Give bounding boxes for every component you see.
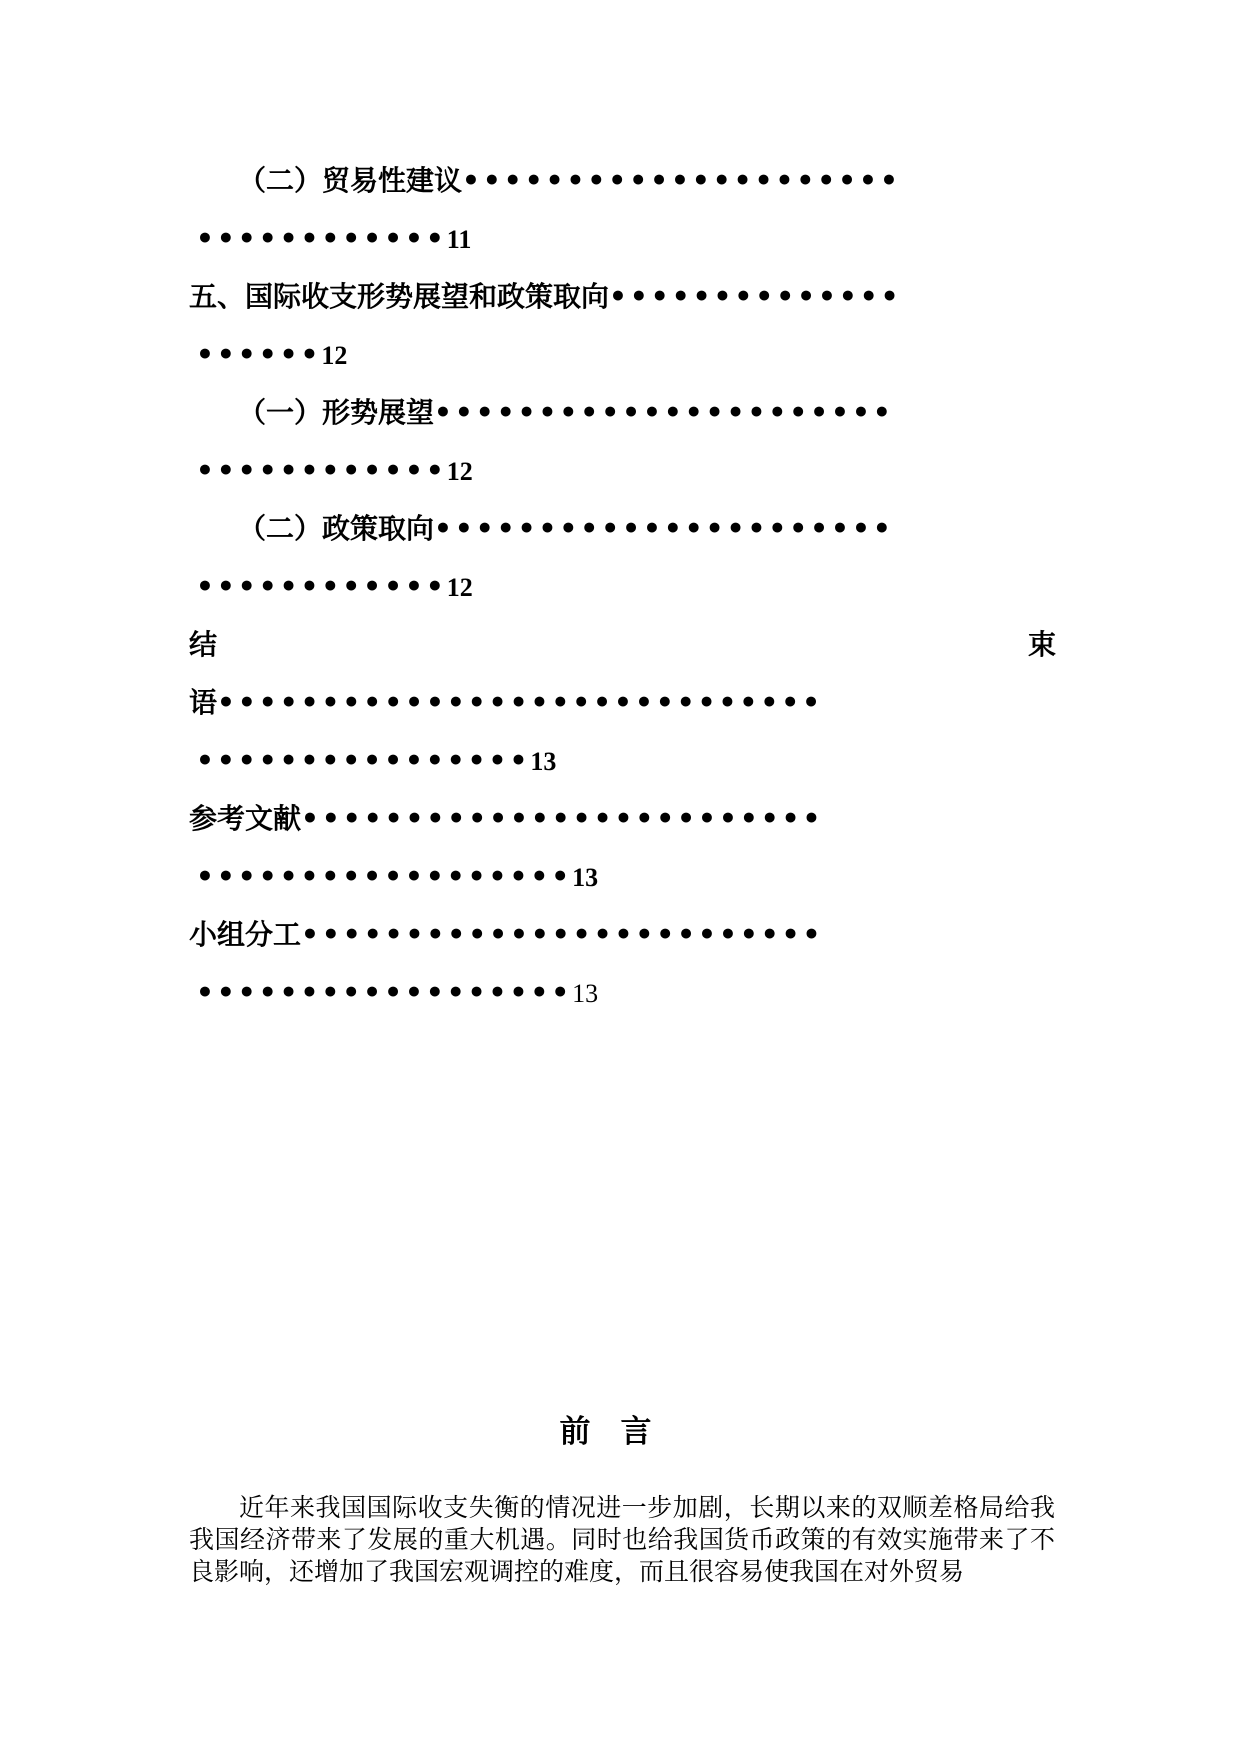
- toc-leader-dots: ••••••••••••: [196, 454, 447, 487]
- toc-entry-conclusion-line2: [189, 686, 823, 720]
- toc-leader-dots: ••••••••••••: [196, 222, 447, 255]
- toc-leader-dots: ••••••••••••••••••••••: [434, 396, 894, 429]
- toc-entry-conclusion[interactable]: [189, 628, 1057, 662]
- preface-paragraph: 近年来我国国际收支失衡的情况进一步加剧，长期以来的双顺差格局给我我国经济带来了发展的重大机遇。同时也给我国货币政策的有效实施带来了不良影响，还增加了我国宏观调控的难度，而且很容易使我国在对外贸易: [189, 1493, 1055, 1586]
- toc-page-number: 13: [572, 979, 599, 1008]
- toc-leader-dots: ••••••••••••••••••••••: [434, 512, 894, 545]
- toc-entry-title: 参考文献: [189, 802, 302, 835]
- toc-page-number: 13: [530, 747, 557, 776]
- toc-leader-dots: •••••••••••••••••••••: [462, 164, 901, 197]
- toc-entry-references[interactable]: [189, 802, 823, 836]
- toc-leader-dots: ••••••••••••: [196, 570, 447, 603]
- toc-leader-dots: ••••••: [196, 338, 322, 371]
- toc-entry-continuation: [196, 570, 473, 605]
- toc-entry-trade-suggestions[interactable]: [238, 164, 901, 198]
- preface-title-text: 前言: [559, 1414, 682, 1450]
- toc-entry-continuation: [196, 860, 598, 895]
- toc-page-number: 12: [446, 457, 473, 486]
- toc-leader-dots: •••••••••••••••••••••••••: [301, 802, 824, 835]
- toc-entry-title-tail: 语: [189, 686, 218, 719]
- toc-page-number: 12: [321, 341, 348, 370]
- toc-page-number: 12: [446, 573, 473, 602]
- toc-leader-dots: ••••••••••••••••••: [196, 976, 573, 1009]
- toc-entry-title: （二）贸易性建议: [238, 164, 463, 197]
- toc-entry-title: 小组分工: [189, 918, 302, 951]
- toc-entry-outlook-and-policy[interactable]: [189, 280, 902, 314]
- toc-entry-continuation: [196, 454, 473, 489]
- toc-leader-dots: •••••••••••••••••••••••••••••: [217, 686, 824, 719]
- toc-entry-policy[interactable]: [238, 512, 894, 546]
- toc-entry-continuation: [196, 222, 471, 257]
- toc-entry-outlook[interactable]: [238, 396, 894, 430]
- toc-entry-team-roles[interactable]: [189, 918, 823, 952]
- toc-entry-title: （一）形势展望: [238, 396, 435, 429]
- toc-leader-dots: ••••••••••••••: [609, 280, 902, 313]
- toc-entry-title-start: 结: [189, 628, 218, 661]
- toc-entry-continuation: [196, 338, 347, 373]
- toc-entry-continuation: [196, 976, 598, 1011]
- toc-leader-dots: ••••••••••••••••: [196, 744, 531, 777]
- toc-entry-continuation: [196, 744, 556, 779]
- preface-title: [0, 1406, 1241, 1451]
- toc-leader-dots: •••••••••••••••••••••••••: [301, 918, 824, 951]
- toc-entry-title: （二）政策取向: [238, 512, 435, 545]
- toc-page-number: 11: [446, 225, 472, 254]
- toc-entry-title: 五、国际收支形势展望和政策取向: [189, 280, 610, 313]
- toc-page-number: 13: [572, 863, 599, 892]
- toc-leader-dots: ••••••••••••••••••: [196, 860, 573, 893]
- toc-entry-title-end: 束: [1028, 628, 1057, 661]
